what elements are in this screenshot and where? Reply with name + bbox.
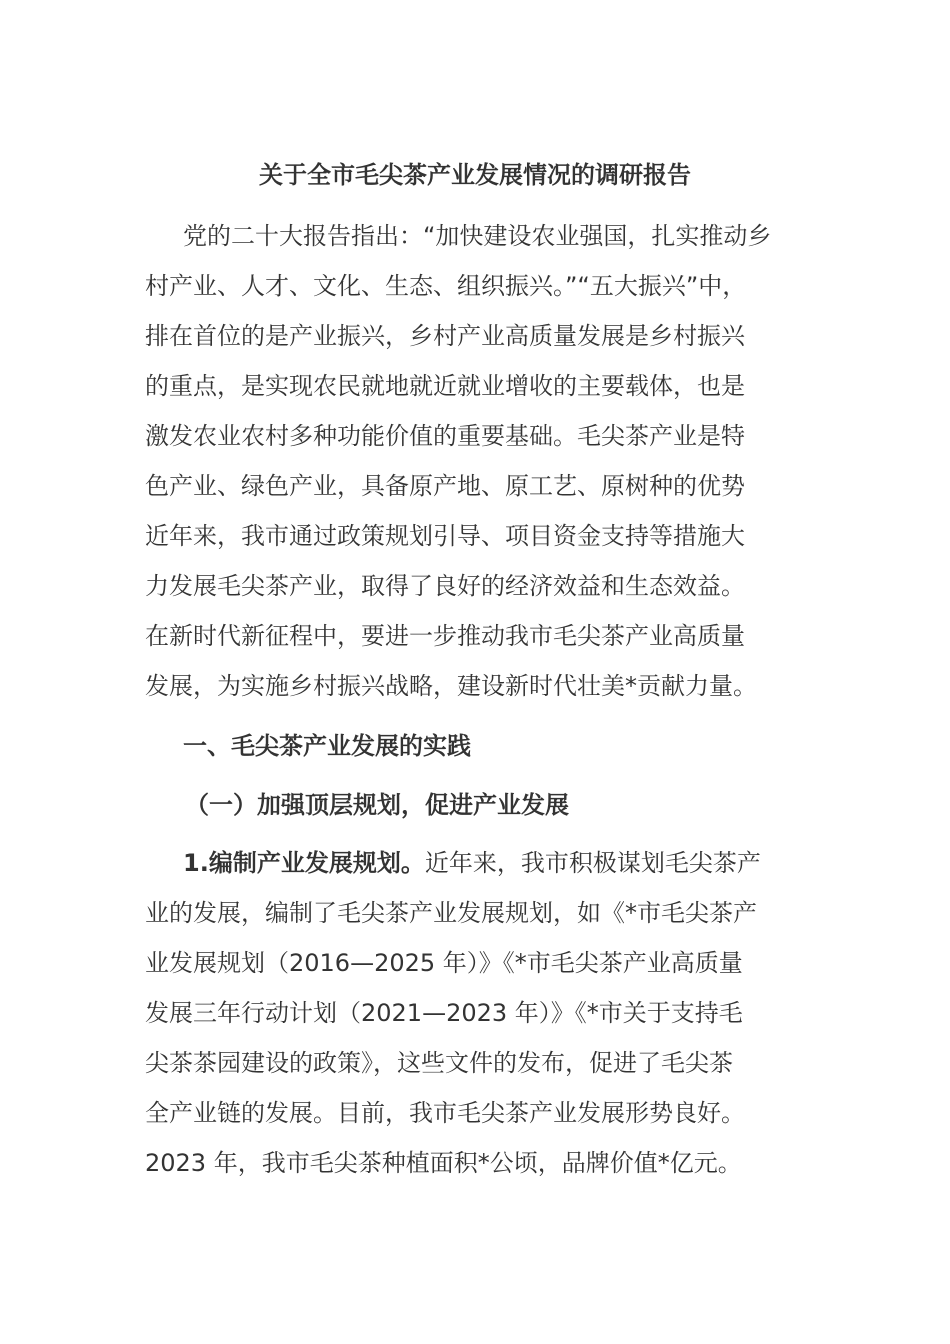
para1-line-4: 发展三年行动计划（2021—2023 年）》《*市关于支持毛 (145, 999, 743, 1027)
subsection-heading: （一）加强顶层规划，促进产业发展 (185, 791, 569, 819)
section-heading: 一、毛尖茶产业发展的实践 (183, 732, 471, 760)
intro-line-2: 村产业、人才、文化、生态、组织振兴。”“五大振兴”中， (145, 272, 747, 300)
para1-first-rest: 近年来，我市积极谋划毛尖茶产 (424, 849, 761, 877)
intro-line-1: 党的二十大报告指出：“加快建设农业强国，扎实推动乡 (183, 222, 772, 250)
para1-line-6: 全产业链的发展。目前，我市毛尖茶产业发展形势良好。 (145, 1099, 745, 1127)
document-title: 关于全市毛尖茶产业发展情况的调研报告 (259, 161, 691, 189)
para1-line-7: 2023 年，我市毛尖茶种植面积*公顷，品牌价值*亿元。 (145, 1149, 742, 1177)
para1-line-5: 尖茶茶园建设的政策》，这些文件的发布，促进了毛尖茶 (145, 1049, 733, 1077)
para1-lead: 1.编制产业发展规划。 (183, 849, 425, 877)
intro-line-7: 近年来，我市通过政策规划引导、项目资金支持等措施大 (145, 522, 745, 550)
intro-line-5: 激发农业农村多种功能价值的重要基础。毛尖茶产业是特 (145, 422, 745, 450)
para1-line-3: 业发展规划（2016—2025 年）》《*市毛尖茶产业高质量 (145, 949, 743, 977)
intro-line-3: 排在首位的是产业振兴，乡村产业高质量发展是乡村振兴 (145, 322, 745, 350)
intro-line-9: 在新时代新征程中，要进一步推动我市毛尖茶产业高质量 (145, 622, 745, 650)
para1-line-1 (183, 846, 761, 880)
intro-line-10: 发展，为实施乡村振兴战略，建设新时代壮美*贡献力量。 (145, 672, 757, 700)
intro-line-8: 力发展毛尖茶产业，取得了良好的经济效益和生态效益。 (145, 572, 745, 600)
intro-line-6: 色产业、绿色产业，具备原产地、原工艺、原树种的优势 (145, 472, 745, 500)
para1-line-2: 业的发展，编制了毛尖茶产业发展规划，如《*市毛尖茶产 (145, 899, 757, 927)
intro-line-4: 的重点，是实现农民就地就近就业增收的主要载体，也是 (145, 372, 745, 400)
